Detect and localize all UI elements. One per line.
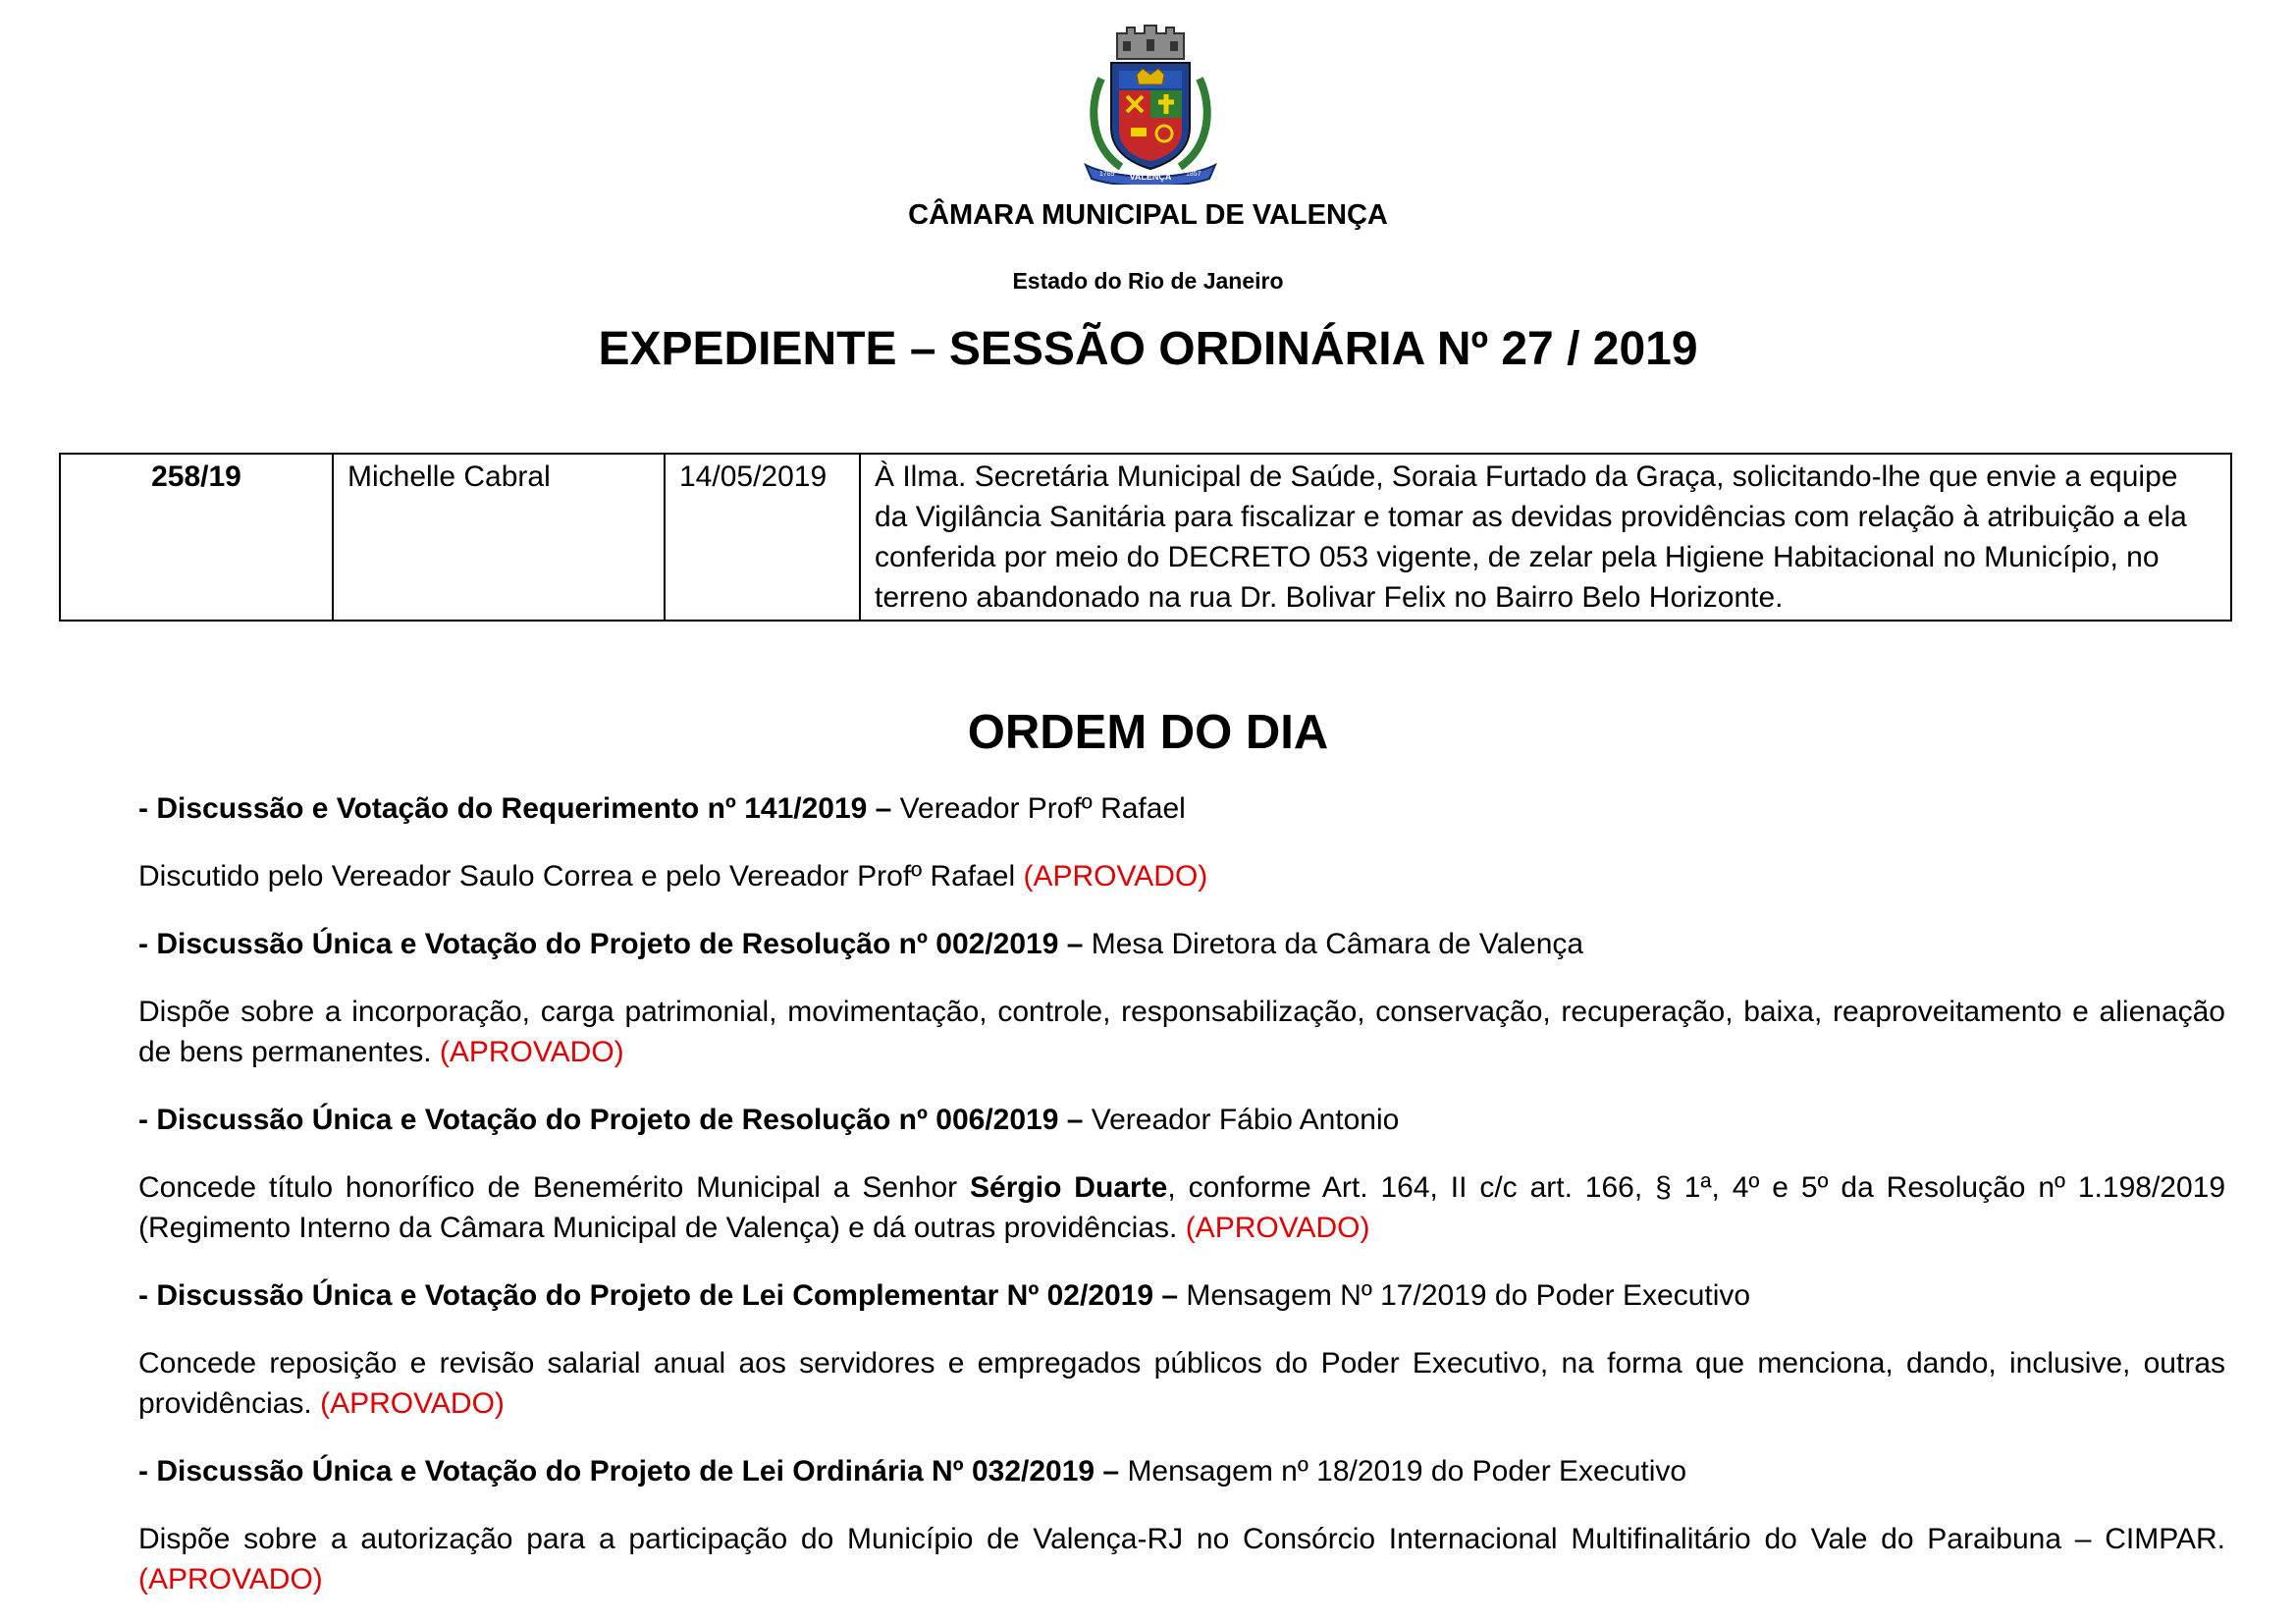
agenda-item-description: Concede título honorífico de Benemérito Municipal a Senhor Sérgio Duarte, conforme Art. 164, II c/c art. 166, § 1ª, 4º e 5º da Resolução nº 1.198/2019 (Regimento Interno da Câmara Municipal de Valença) e dá outras providências. (APROVADO) [138, 1171, 2226, 1244]
shield-icon [1111, 63, 1190, 169]
municipal-coat-of-arms [1078, 20, 1223, 185]
agenda-item-heading: - Discussão Única e Votação do Projeto de Resolução nº 002/2019 – Mesa Diretora da Câmara de Valença [138, 928, 1584, 960]
agenda-item-description: Dispõe sobre a autorização para a participação do Município de Valença-RJ no Consórcio Internacional Multifinalitário do Vale do Paraibuna – CIMPAR. (APROVADO) [138, 1523, 2225, 1596]
request-text: À Ilma. Secretária Municipal de Saúde, Soraia Furtado da Graça, solicitando-lhe que envie a equipe da Vigilância Sanitária para fiscalizar e tomar as devidas providências com relação à atribuição a ela conferida por meio do DECRETO 053 vigente, de zelar pela Higiene Habitacional no Município, no terreno abandonado na rua Dr. Bolivar Felix no Bairro Belo Horizonte. [860, 454, 2231, 621]
status-badge: (APROVADO) [320, 1387, 505, 1420]
mural-crown-icon [1117, 26, 1184, 59]
crest-motto: VALENÇA [1129, 172, 1172, 182]
status-badge: (APROVADO) [1185, 1212, 1370, 1244]
agenda-item-heading: - Discussão e Votação do Requerimento nº 141/2019 – Vereador Profº Rafael [138, 792, 1186, 825]
request-author: Michelle Cabral [333, 454, 665, 621]
organization-name: CÂMARA MUNICIPAL DE VALENÇA [908, 199, 1388, 231]
agenda-item-description: Discutido pelo Vereador Saulo Correa e pelo Vereador Profº Rafael (APROVADO) [138, 860, 1208, 893]
status-badge: (APROVADO) [138, 1563, 323, 1596]
status-badge: (APROVADO) [439, 1036, 624, 1068]
request-number: 258/19 [60, 454, 333, 621]
table-row [60, 454, 2231, 621]
agenda-item-description: Concede reposição e revisão salarial anual aos servidores e empregados públicos do Poder Executivo, na forma que menciona, dando, inclusive, outras providências. (APROVADO) [138, 1347, 2225, 1420]
agenda-item-heading: - Discussão Única e Votação do Projeto de Lei Ordinária Nº 032/2019 – Mensagem nº 18/2019 do Poder Executivo [138, 1455, 1687, 1488]
state-name: Estado do Rio de Janeiro [1012, 268, 1284, 294]
agenda-item-description: Dispõe sobre a incorporação, carga patrimonial, movimentação, controle, responsabilização, conservação, recuperação, baixa, reaproveitamento e alienação de bens permanentes. (APROVADO) [138, 996, 2225, 1068]
status-badge: (APROVADO) [1023, 860, 1208, 893]
agenda-item-heading: - Discussão Única e Votação do Projeto de Lei Complementar Nº 02/2019 – Mensagem Nº 17/2019 do Poder Executivo [138, 1279, 1751, 1312]
crest-year-right: 1857 [1186, 171, 1201, 178]
ordem-do-dia-title: ORDEM DO DIA [967, 706, 1329, 759]
crest-year-left: 1789 [1099, 171, 1115, 178]
session-title: EXPEDIENTE – SESSÃO ORDINÁRIA Nº 27 / 2019 [598, 323, 1698, 375]
agenda-list [138, 788, 2225, 1599]
request-date: 14/05/2019 [665, 454, 860, 621]
expediente-table [59, 453, 2232, 622]
agenda-item-heading: - Discussão Única e Votação do Projeto de Resolução nº 006/2019 – Vereador Fábio Antonio [138, 1104, 1400, 1136]
honoree-name: Sérgio Duarte [970, 1171, 1168, 1204]
